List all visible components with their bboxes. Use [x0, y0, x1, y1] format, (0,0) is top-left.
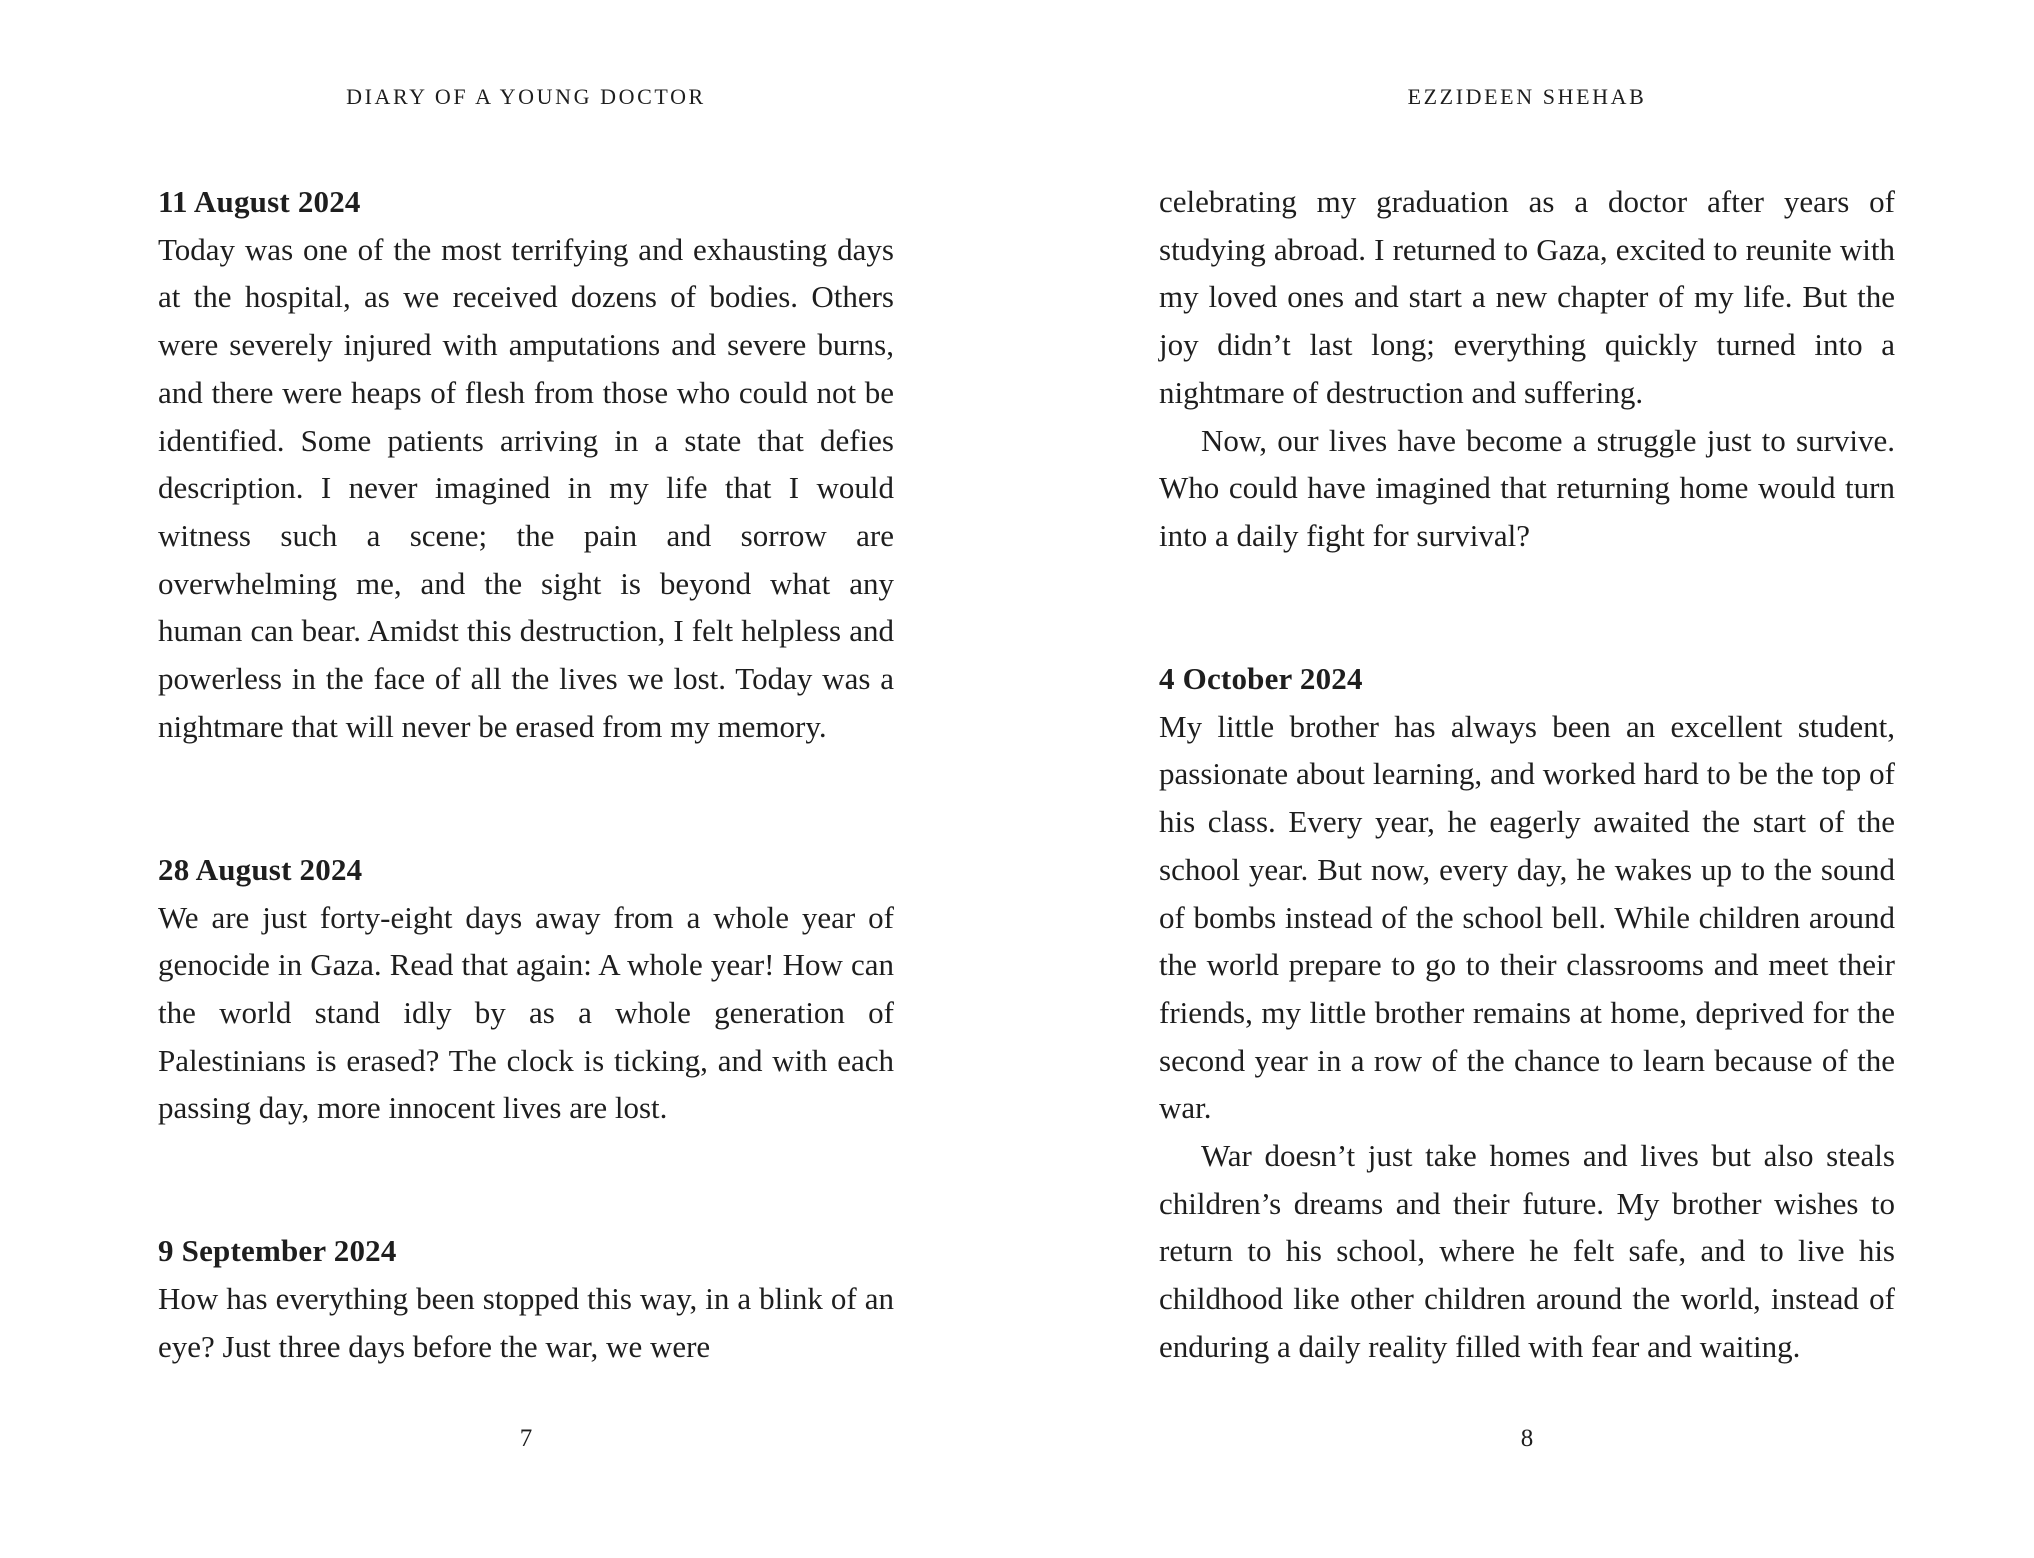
- right-page-text: [1159, 178, 1895, 1371]
- running-head-left: DIARY OF A YOUNG DOCTOR: [346, 84, 706, 109]
- entry-paragraph: Now, our lives have become a struggle just to survive. Who could have imagined that returning home would turn into a daily fight for survival?: [1159, 422, 1895, 553]
- page-number-right: 8: [1520, 1425, 1534, 1452]
- entry-paragraph: My little brother has always been an excellent student, passionate about learning, and worked hard to be the top of his class. Every year, he eagerly awaited the start of the school year. But now, every day, he wakes up to the sound of bombs instead of the school bell. While children around the world prepare to go to their classrooms and meet their friends, my little brother remains at home, deprived for the second year in a row of the chance to learn because of the war.: [1159, 708, 1895, 1126]
- entry-date: 11 August 2024: [158, 184, 361, 219]
- entry-paragraph: Today was one of the most terrifying and exhausting days at the hospital, as we received dozens of bodies. Others were severely injured with amputations and severe burns, and there were heaps of flesh from those who could not be identified. Some patients arriving in a state that defies description. I never imagined in my life that I would witness such a scene; the pain and sorrow are overwhelming me, and the sight is beyond what any human can bear. Amidst this destruction, I felt helpless and powerless in the face of all the lives we lost. Today was a nightmare that will never be erased from my memory.: [158, 231, 894, 744]
- entry-date: 28 August 2024: [158, 851, 363, 887]
- running-head-right: EZZIDEEN SHEHAB: [1407, 84, 1647, 109]
- entry-spacer: [158, 750, 894, 845]
- page-number-left: 7: [519, 1425, 533, 1452]
- entry-date: 9 September 2024: [158, 1233, 397, 1269]
- diary-entry: [158, 846, 894, 1132]
- entry-spacer: [158, 1132, 894, 1227]
- diary-entry: [158, 178, 894, 750]
- entry-paragraph: How has everything been stopped this way, in a blink of an eye? Just three days before the war, we were: [158, 1281, 894, 1364]
- diary-entry: [158, 1227, 894, 1370]
- left-page-text: [158, 178, 894, 1371]
- entry-paragraph: celebrating my graduation as a doctor after years of studying abroad. I returned to Gaza, excited to reunite with my loved ones and start a new chapter of my life. But the joy didn’t last long; everything quickly turned into a nightmare of destruction and suffering.: [1159, 184, 1895, 410]
- entry-paragraph: We are just forty-eight days away from a whole year of genocide in Gaza. Read that again: A whole year! How can the world stand idly by as a whole generation of Palestinians is erased? The clock is ticking, and with each passing day, more innocent lives are lost.: [158, 899, 894, 1126]
- entry-spacer: [1159, 560, 1895, 655]
- diary-entry: [1159, 655, 1895, 1371]
- right-page: [1017, 0, 2034, 1558]
- entry-date: 4 October 2024: [1159, 661, 1363, 697]
- entry-continuation: [1159, 178, 1895, 560]
- entry-paragraph: War doesn’t just take homes and lives but also steals children’s dreams and their future. My brother wishes to return to his school, where he felt safe, and to live his childhood like other children around the world, instead of enduring a daily reality filled with fear and waiting.: [1159, 1138, 1895, 1364]
